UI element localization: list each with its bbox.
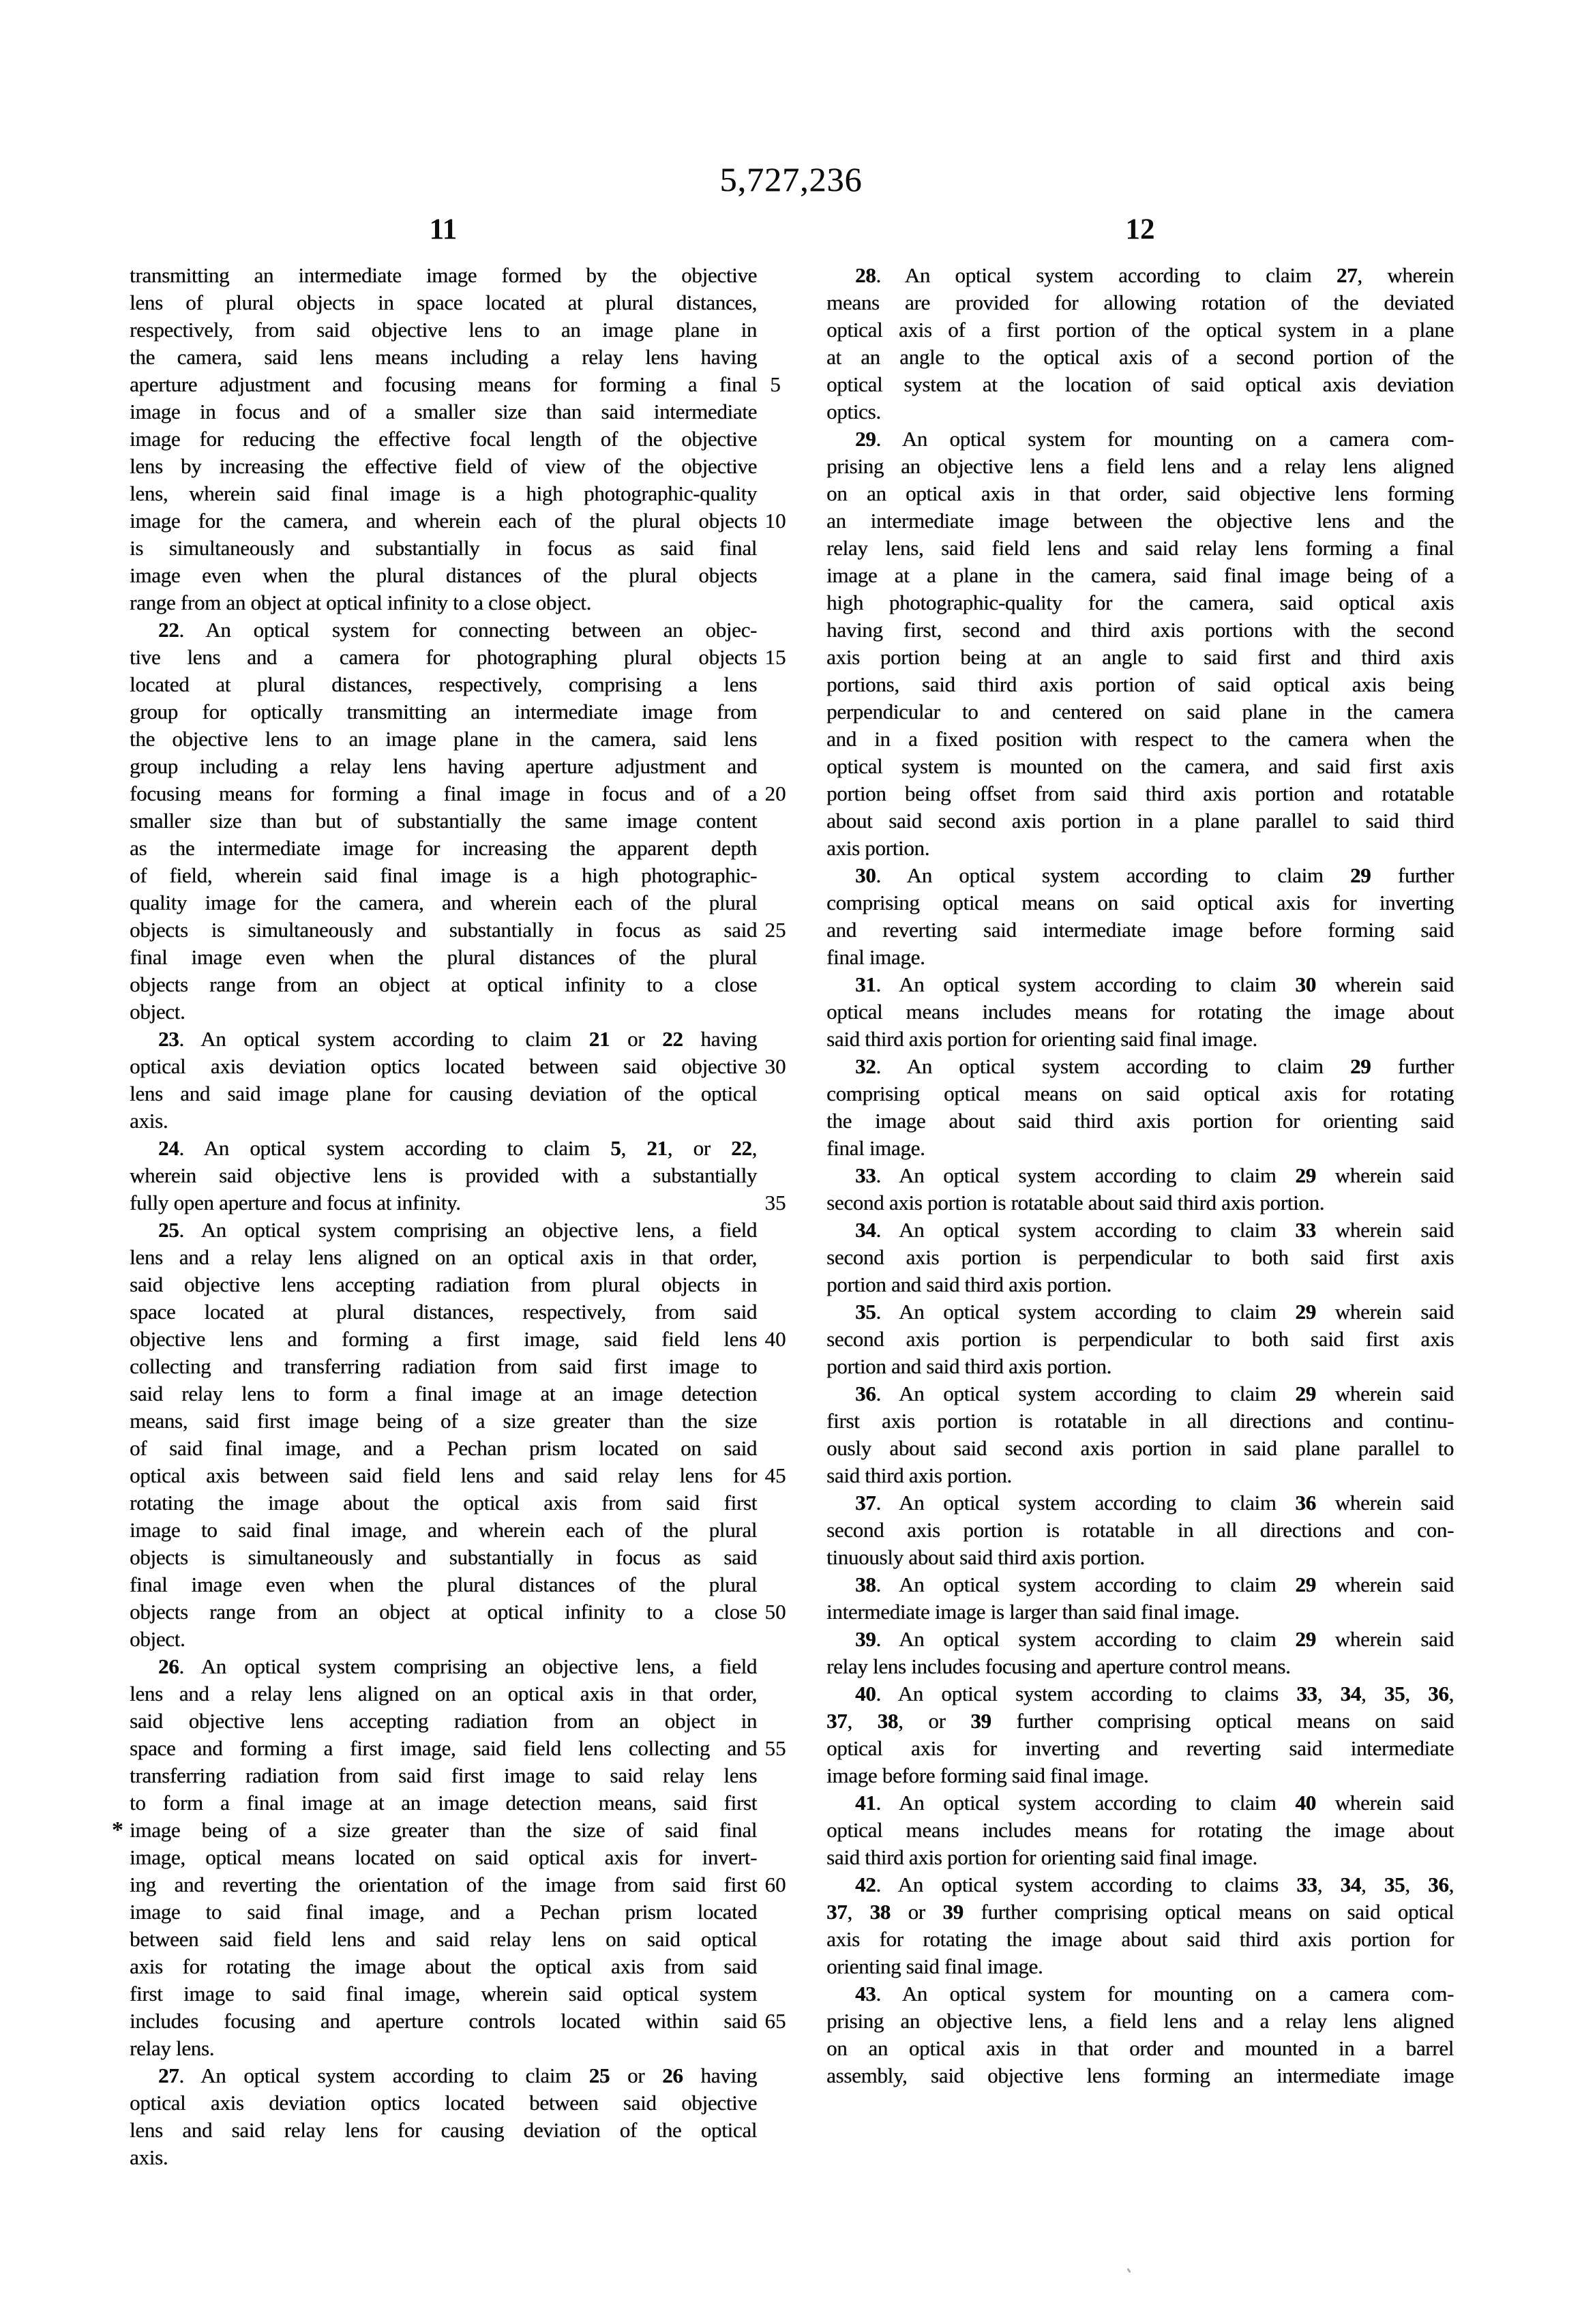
text-line: 32. An optical system according to claim 29 further (855, 1054, 1454, 1078)
text-line: image at a plane in the camera, said final image being of a (826, 563, 1454, 587)
text-line: 36. An optical system according to claim 29 wherein said (855, 1382, 1454, 1405)
text-line: relay lens includes focusing and aperture control means. (826, 1654, 1291, 1678)
text-line: portion being offset from said third axis portion and rotatable (826, 781, 1454, 805)
text-line: second axis portion is perpendicular to both said first axis (826, 1327, 1454, 1351)
text-line: fully open aperture and focus at infinity. (130, 1191, 461, 1215)
text-line: of said final image, and a Pechan prism located on said (130, 1436, 757, 1460)
text-line: said third axis portion. (826, 1463, 1012, 1487)
text-line: 39. An optical system according to claim 29 wherein said (855, 1627, 1454, 1651)
text-line: located at plural distances, respectively, comprising a lens (130, 672, 757, 696)
text-line: 24. An optical system according to claim 5, 21, or 22, (158, 1136, 757, 1160)
column-number-left: 11 (429, 213, 458, 245)
text-line: axis portion being at an angle to said first and third axis (826, 645, 1454, 669)
text-line: first axis portion is rotatable in all directions and continu- (826, 1409, 1454, 1433)
text-line: 30. An optical system according to claim 29 further (855, 863, 1454, 887)
text-line: space located at plural distances, respectively, from said (130, 1300, 757, 1324)
text-line: objects is simultaneously and substantially in focus as said (130, 918, 757, 942)
text-line: second axis portion is rotatable in all directions and con- (826, 1518, 1454, 1542)
text-line: comprising optical means on said optical axis for rotating (826, 1082, 1454, 1105)
text-line: transferring radiation from said first image to said relay lens (130, 1763, 757, 1787)
line-number: 30 (764, 1054, 786, 1078)
text-line: 41. An optical system according to claim 40 wherein said (855, 1791, 1454, 1815)
text-line: said third axis portion for orienting said final image. (826, 1845, 1257, 1869)
text-line: 29. An optical system for mounting on a camera com- (855, 427, 1454, 451)
text-line: lens and a relay lens aligned on an optical axis in that order, (130, 1245, 757, 1269)
text-line: image to said final image, and wherein each of the plural (130, 1518, 757, 1542)
line-number: 60 (764, 1873, 786, 1896)
text-line: 37, 38 or 39 further comprising optical means on said optical (826, 1900, 1454, 1924)
text-line: second axis portion is rotatable about said third axis portion. (826, 1191, 1325, 1215)
text-line: 34. An optical system according to claim 33 wherein said (855, 1218, 1454, 1242)
text-line: 26. An optical system comprising an objective lens, a field (158, 1654, 757, 1678)
text-line: 28. An optical system according to claim 27, wherein (855, 263, 1454, 287)
text-line: smaller size than but of substantially the same image content (130, 809, 757, 833)
column-number-right: 12 (1125, 213, 1155, 245)
margin-asterisk: * (112, 1817, 123, 1843)
text-line: portion and said third axis portion. (826, 1354, 1111, 1378)
text-line: prising an objective lens, a field lens and a relay lens aligned (826, 2009, 1454, 2033)
text-line: lens and said image plane for causing deviation of the optical (130, 1082, 757, 1105)
text-line: image, optical means located on said optical axis for invert- (130, 1845, 757, 1869)
text-line: optics. (826, 400, 881, 423)
text-line: comprising optical means on said optical axis for inverting (826, 891, 1454, 914)
text-line: object. (130, 1000, 185, 1024)
text-line: of field, wherein said final image is a high photographic- (130, 863, 757, 887)
text-line: high photographic-quality for the camera, said optical axis (826, 591, 1454, 614)
text-line: objects is simultaneously and substantially in focus as said (130, 1545, 757, 1569)
text-line: object. (130, 1627, 185, 1651)
text-line: range from an object at optical infinity to a close object. (130, 591, 591, 614)
text-line: optical axis of a first portion of the optical system in a plane (826, 318, 1454, 342)
text-line: 37, 38, or 39 further comprising optical means on said (826, 1709, 1454, 1733)
line-number: 55 (764, 1736, 786, 1760)
text-line: 25. An optical system comprising an objective lens, a field (158, 1218, 757, 1242)
text-line: objects range from an object at optical infinity to a close (130, 972, 757, 996)
text-line: objects range from an object at optical infinity to a close (130, 1600, 757, 1624)
text-line: optical axis between said field lens and said relay lens for (130, 1463, 757, 1487)
text-line: tinuously about said third axis portion. (826, 1545, 1145, 1569)
text-line: second axis portion is perpendicular to both said first axis (826, 1245, 1454, 1269)
text-line: optical axis deviation optics located between said objective (130, 1054, 757, 1078)
text-line: axis for rotating the image about the optical axis from said (130, 1954, 757, 1978)
text-line: image being of a size greater than the size of said final (130, 1818, 757, 1842)
text-line: between said field lens and said relay lens on said optical (130, 1927, 757, 1951)
text-line: axis. (130, 2145, 168, 2169)
text-line: optical axis for inverting and reverting said intermediate (826, 1736, 1454, 1760)
text-line: rotating the image about the optical axis from said first (130, 1491, 757, 1515)
text-line: objective lens and forming a first image, said field lens (130, 1327, 757, 1351)
line-number: 40 (764, 1327, 786, 1351)
text-line: 27. An optical system according to claim 25 or 26 having (158, 2064, 758, 2087)
text-line: about said second axis portion in a plane parallel to said third (826, 809, 1454, 833)
text-line: to form a final image at an image detection means, said first (130, 1791, 757, 1815)
text-line: 22. An optical system for connecting between an objec- (158, 618, 757, 642)
text-line: at an angle to the optical axis of a second portion of the (826, 345, 1454, 369)
text-line: 38. An optical system according to claim 29 wherein said (855, 1573, 1454, 1596)
text-line: aperture adjustment and focusing means for forming a final (130, 372, 757, 396)
text-line: final image even when the plural distances of the plural (130, 1573, 757, 1596)
scan-speck (1126, 2268, 1131, 2273)
text-line: image for reducing the effective focal length of the objective (130, 427, 757, 451)
text-line: quality image for the camera, and wherein each of the plural (130, 891, 757, 914)
text-line: and in a fixed position with respect to the camera when the (826, 727, 1454, 751)
text-line: final image. (826, 945, 925, 969)
text-line: lens and a relay lens aligned on an optical axis in that order, (130, 1682, 757, 1705)
text-line: group including a relay lens having aperture adjustment and (130, 754, 757, 778)
text-line: the objective lens to an image plane in the camera, said lens (130, 727, 757, 751)
text-line: 31. An optical system according to claim 30 wherein said (855, 972, 1454, 996)
text-line: on an optical axis in that order and mounted in a barrel (826, 2036, 1454, 2060)
text-line: optical means includes means for rotating the image about (826, 1818, 1454, 1842)
text-line: image before forming said final image. (826, 1763, 1149, 1787)
text-line: said relay lens to form a final image at an image detection (130, 1382, 757, 1405)
line-number: 35 (764, 1191, 786, 1215)
text-line: includes focusing and aperture controls located within said (130, 2009, 757, 2033)
text-line: tive lens and a camera for photographing plural objects (130, 645, 757, 669)
patent-number: 5,727,236 (719, 160, 863, 198)
text-line: lens, wherein said final image is a high photographic-quality (130, 481, 757, 505)
text-line: image for the camera, and wherein each of the plural objects (130, 509, 757, 533)
text-line: group for optically transmitting an intermediate image from (130, 700, 757, 724)
text-line: as the intermediate image for increasing the apparent depth (130, 836, 757, 860)
text-line: portion and said third axis portion. (826, 1272, 1111, 1296)
text-line: prising an objective lens a field lens and a relay lens aligned (826, 454, 1454, 478)
line-number: 50 (764, 1600, 786, 1624)
text-line: on an optical axis in that order, said objective lens forming (826, 481, 1454, 505)
text-line: the image about said third axis portion for orienting said (826, 1109, 1454, 1133)
text-line: 42. An optical system according to claims 33, 34, 35, 36, (855, 1873, 1454, 1896)
line-number: 10 (764, 509, 786, 533)
text-line: the camera, said lens means including a relay lens having (130, 345, 757, 369)
text-line: optical means includes means for rotating the image about (826, 1000, 1454, 1024)
text-line: optical system is mounted on the camera, and said first axis (826, 754, 1454, 778)
text-line: axis portion. (826, 836, 930, 860)
text-line: axis. (130, 1109, 168, 1133)
text-line: optical axis deviation optics located between said objective (130, 2091, 757, 2115)
claims-column-right (826, 262, 1454, 2089)
text-line: relay lens. (130, 2036, 215, 2060)
text-line: 37. An optical system according to claim 36 wherein said (855, 1491, 1454, 1515)
text-line: space and forming a first image, said field lens collecting and (130, 1736, 757, 1760)
text-line: means are provided for allowing rotation of the deviated (826, 290, 1454, 314)
text-line: portions, said third axis portion of said optical axis being (826, 672, 1454, 696)
text-line: said third axis portion for orienting said final image. (826, 1027, 1257, 1051)
text-line: image to said final image, and a Pechan prism located (130, 1900, 757, 1924)
text-line: said objective lens accepting radiation from an object in (130, 1709, 757, 1733)
text-line: lens and said relay lens for causing deviation of the optical (130, 2118, 757, 2142)
text-line: 35. An optical system according to claim 29 wherein said (855, 1300, 1454, 1324)
text-line: intermediate image is larger than said final image. (826, 1600, 1240, 1624)
text-line: 33. An optical system according to claim 29 wherein said (855, 1163, 1454, 1187)
text-line: said objective lens accepting radiation from plural objects in (130, 1272, 757, 1296)
text-line: relay lens, said field lens and said relay lens forming a final (826, 536, 1454, 560)
line-number: 65 (764, 2009, 786, 2033)
text-line: first image to said final image, wherein said optical system (130, 1982, 757, 2006)
text-line: image even when the plural distances of the plural objects (130, 563, 757, 587)
text-line: collecting and transferring radiation from said first image to (130, 1354, 757, 1378)
text-line: 40. An optical system according to claims 33, 34, 35, 36, (855, 1682, 1454, 1705)
text-line: means, said first image being of a size greater than the size (130, 1409, 757, 1433)
text-line: ously about said second axis portion in said plane parallel to (826, 1436, 1454, 1460)
text-line: ing and reverting the orientation of the image from said first (130, 1873, 757, 1896)
text-line: wherein said objective lens is provided with a substantially (130, 1163, 757, 1187)
line-number: 20 (764, 781, 786, 805)
text-line: having first, second and third axis portions with the second (826, 618, 1454, 642)
line-number: 5 (770, 372, 781, 396)
text-line: respectively, from said objective lens to an image plane in (130, 318, 757, 342)
text-line: 43. An optical system for mounting on a camera com- (855, 1982, 1454, 2006)
text-line: orienting said final image. (826, 1954, 1043, 1978)
text-line: axis for rotating the image about said third axis portion for (826, 1927, 1454, 1951)
line-number: 25 (764, 918, 786, 942)
line-number: 15 (764, 645, 786, 669)
text-line: lens of plural objects in space located at plural distances, (130, 290, 757, 314)
text-line: final image. (826, 1136, 925, 1160)
text-line: final image even when the plural distances of the plural (130, 945, 757, 969)
line-number: 45 (764, 1463, 786, 1487)
claims-column-left (130, 262, 757, 2171)
text-line: transmitting an intermediate image formed by the objective (130, 263, 757, 287)
text-line: perpendicular to and centered on said plane in the camera (826, 700, 1454, 724)
text-line: is simultaneously and substantially in focus as said final (130, 536, 757, 560)
text-line: assembly, said objective lens forming an intermediate image (826, 2064, 1454, 2087)
text-line: focusing means for forming a final image in focus and of a (130, 781, 757, 805)
text-line: image in focus and of a smaller size than said intermediate (130, 400, 757, 423)
text-line: lens by increasing the effective field of view of the objective (130, 454, 757, 478)
text-line: and reverting said intermediate image before forming said (826, 918, 1454, 942)
text-line: an intermediate image between the objective lens and the (826, 509, 1454, 533)
text-line: optical system at the location of said optical axis deviation (826, 372, 1454, 396)
text-line: 23. An optical system according to claim 21 or 22 having (158, 1027, 758, 1051)
